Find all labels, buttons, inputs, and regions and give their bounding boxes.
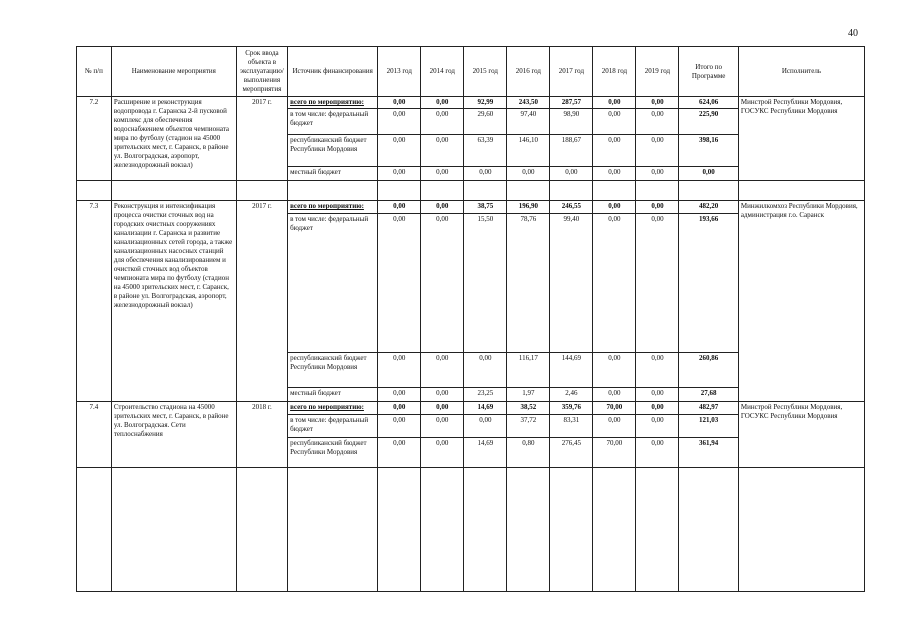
item-name: Реконструкция и интенсификация процесса очистки сточных вод на городских очистных сооружениях канализации г. Саранска и развитие канализационных сетей города, а также канализационных насосных станций для обеспечения канализированием и очисткой сточных вод объектов чемпионата мира по футболу (стадион на 45000 зрительских мест, г. Саранск, в районе ул. Волгоградская, аэропорт, железнодорожный вокзал)	[111, 201, 236, 402]
total-value: 225,90	[679, 109, 738, 135]
year-value: 38,75	[464, 201, 507, 214]
year-value: 0,00	[636, 388, 679, 402]
empty-cell	[636, 181, 679, 201]
item-deadline: 2017 г.	[236, 201, 287, 402]
empty-cell	[679, 181, 738, 201]
empty-cell	[236, 468, 287, 592]
year-value: 0,00	[378, 167, 421, 181]
item-number: 7.2	[77, 97, 112, 181]
header-total: Итого по Программе	[679, 47, 738, 97]
empty-cell	[111, 181, 236, 201]
header-2019: 2019 год	[636, 47, 679, 97]
funding-source: всего по мероприятию:	[288, 402, 378, 415]
year-value: 196,90	[507, 201, 550, 214]
funding-source: местный бюджет	[288, 388, 378, 402]
item-deadline: 2017 г.	[236, 97, 287, 181]
financing-table	[76, 46, 865, 592]
header-source: Источник финансирования	[288, 47, 378, 97]
year-value: 14,69	[464, 438, 507, 468]
total-value: 361,94	[679, 438, 738, 468]
empty-cell	[464, 468, 507, 592]
total-value: 121,03	[679, 415, 738, 438]
year-value: 0,00	[421, 402, 464, 415]
item-executor: Минжилкомхоз Республики Мордовия, администрация г.о. Саранск	[738, 201, 864, 402]
table-row	[77, 402, 865, 415]
item-number: 7.4	[77, 402, 112, 468]
empty-cell	[550, 468, 593, 592]
empty-cell	[507, 181, 550, 201]
year-value: 0,00	[550, 167, 593, 181]
year-value: 0,00	[378, 214, 421, 353]
year-value: 287,57	[550, 97, 593, 109]
empty-cell	[111, 468, 236, 592]
year-value: 0,00	[593, 97, 636, 109]
funding-source: республиканский бюджет Республики Мордовия	[288, 135, 378, 167]
header-executor: Исполнитель	[738, 47, 864, 97]
year-value: 0,00	[378, 97, 421, 109]
year-value: 63,39	[464, 135, 507, 167]
year-value: 70,00	[593, 402, 636, 415]
year-value: 116,17	[507, 353, 550, 388]
year-value: 0,00	[593, 201, 636, 214]
year-value: 37,72	[507, 415, 550, 438]
funding-source: в том числе: федеральный бюджет	[288, 415, 378, 438]
empty-cell	[288, 468, 378, 592]
year-value: 0,00	[593, 415, 636, 438]
empty-cell	[679, 468, 738, 592]
year-value: 0,00	[464, 167, 507, 181]
year-value: 359,76	[550, 402, 593, 415]
year-value: 0,00	[421, 388, 464, 402]
year-value: 243,50	[507, 97, 550, 109]
empty-cell	[738, 468, 864, 592]
year-value: 0,00	[593, 135, 636, 167]
year-value: 144,69	[550, 353, 593, 388]
year-value: 0,00	[378, 135, 421, 167]
year-value: 0,00	[464, 415, 507, 438]
year-value: 99,40	[550, 214, 593, 353]
year-value: 98,90	[550, 109, 593, 135]
total-value: 482,97	[679, 402, 738, 415]
empty-cell	[288, 181, 378, 201]
year-value: 23,25	[464, 388, 507, 402]
year-value: 0,00	[464, 353, 507, 388]
funding-source: в том числе: федеральный бюджет	[288, 214, 378, 353]
page-number: 40	[848, 28, 858, 39]
funding-source: всего по мероприятию:	[288, 201, 378, 214]
year-value: 78,76	[507, 214, 550, 353]
header-2014: 2014 год	[421, 47, 464, 97]
year-value: 246,55	[550, 201, 593, 214]
header-2017: 2017 год	[550, 47, 593, 97]
empty-cell	[236, 181, 287, 201]
header-2015: 2015 год	[464, 47, 507, 97]
funding-source: республиканский бюджет Республики Мордовия	[288, 438, 378, 468]
year-value: 0,00	[636, 214, 679, 353]
item-executor: Минстрой Республики Мордовия, ГОСУКС Республики Мордовия	[738, 402, 864, 468]
year-value: 0,00	[636, 167, 679, 181]
year-value: 97,40	[507, 109, 550, 135]
year-value: 0,00	[593, 167, 636, 181]
header-2016: 2016 год	[507, 47, 550, 97]
year-value: 1,97	[507, 388, 550, 402]
empty-cell	[378, 181, 421, 201]
year-value: 0,00	[378, 388, 421, 402]
year-value: 0,00	[378, 438, 421, 468]
empty-cell	[550, 181, 593, 201]
empty-cell	[507, 468, 550, 592]
item-executor: Минстрой Республики Мордовия, ГОСУКС Республики Мордовия	[738, 97, 864, 181]
year-value: 0,00	[378, 109, 421, 135]
year-value: 83,31	[550, 415, 593, 438]
year-value: 0,00	[378, 415, 421, 438]
year-value: 0,00	[421, 109, 464, 135]
total-value: 0,00	[679, 167, 738, 181]
year-value: 70,00	[593, 438, 636, 468]
empty-cell	[593, 181, 636, 201]
funding-source: республиканский бюджет Республики Мордовия	[288, 353, 378, 388]
header-2018: 2018 год	[593, 47, 636, 97]
empty-cell	[77, 468, 112, 592]
item-name: Расширение и реконструкция водопровода г. Саранска 2-й пусковой комплекс для обеспечения водоснабжением объектов чемпионата мира по футболу (стадион на 45000 зрительских мест, г. Саранск, в районе ул. Волгоградская, аэропорт, железнодорожный вокзал)	[111, 97, 236, 181]
year-value: 14,69	[464, 402, 507, 415]
year-value: 188,67	[550, 135, 593, 167]
empty-cell	[738, 181, 864, 201]
year-value: 0,00	[593, 109, 636, 135]
header-2013: 2013 год	[378, 47, 421, 97]
empty-cell	[421, 181, 464, 201]
header-name: Наименование мероприятия	[111, 47, 236, 97]
item-deadline: 2018 г.	[236, 402, 287, 468]
year-value: 0,00	[636, 201, 679, 214]
funding-source: в том числе: федеральный бюджет	[288, 109, 378, 135]
year-value: 29,60	[464, 109, 507, 135]
header-deadline: Срок ввода объекта в эксплуатацию/ выполнения мероприятия	[236, 47, 287, 97]
funding-source: местный бюджет	[288, 167, 378, 181]
year-value: 0,00	[507, 167, 550, 181]
total-value: 27,68	[679, 388, 738, 402]
empty-cell	[378, 468, 421, 592]
table-row	[77, 97, 865, 109]
year-value: 0,00	[636, 415, 679, 438]
year-value: 0,00	[421, 97, 464, 109]
year-value: 15,50	[464, 214, 507, 353]
year-value: 0,80	[507, 438, 550, 468]
total-value: 624,06	[679, 97, 738, 109]
year-value: 0,00	[378, 201, 421, 214]
empty-cell	[421, 468, 464, 592]
empty-cell	[636, 468, 679, 592]
empty-row	[77, 468, 865, 592]
year-value: 0,00	[636, 353, 679, 388]
year-value: 0,00	[378, 402, 421, 415]
header-num: № п/п	[77, 47, 112, 97]
table-row	[77, 201, 865, 214]
year-value: 0,00	[421, 438, 464, 468]
year-value: 0,00	[593, 353, 636, 388]
year-value: 2,46	[550, 388, 593, 402]
year-value: 0,00	[593, 214, 636, 353]
year-value: 0,00	[636, 135, 679, 167]
year-value: 0,00	[421, 167, 464, 181]
year-value: 0,00	[421, 353, 464, 388]
spacer-row	[77, 181, 865, 201]
year-value: 146,10	[507, 135, 550, 167]
funding-source: всего по мероприятию:	[288, 97, 378, 109]
year-value: 0,00	[636, 402, 679, 415]
item-name: Строительство стадиона на 45000 зрительских мест, г. Саранск, в районе ул. Волгоградская. Сети теплоснабжения	[111, 402, 236, 468]
year-value: 0,00	[593, 388, 636, 402]
year-value: 0,00	[636, 109, 679, 135]
total-value: 193,66	[679, 214, 738, 353]
total-value: 398,16	[679, 135, 738, 167]
header-row	[77, 47, 865, 97]
item-number: 7.3	[77, 201, 112, 402]
total-value: 482,20	[679, 201, 738, 214]
empty-cell	[77, 181, 112, 201]
year-value: 38,52	[507, 402, 550, 415]
empty-cell	[593, 468, 636, 592]
year-value: 0,00	[636, 97, 679, 109]
year-value: 0,00	[421, 201, 464, 214]
empty-cell	[464, 181, 507, 201]
total-value: 260,86	[679, 353, 738, 388]
year-value: 0,00	[421, 214, 464, 353]
year-value: 0,00	[421, 135, 464, 167]
year-value: 0,00	[636, 438, 679, 468]
year-value: 0,00	[421, 415, 464, 438]
year-value: 276,45	[550, 438, 593, 468]
year-value: 92,99	[464, 97, 507, 109]
year-value: 0,00	[378, 353, 421, 388]
